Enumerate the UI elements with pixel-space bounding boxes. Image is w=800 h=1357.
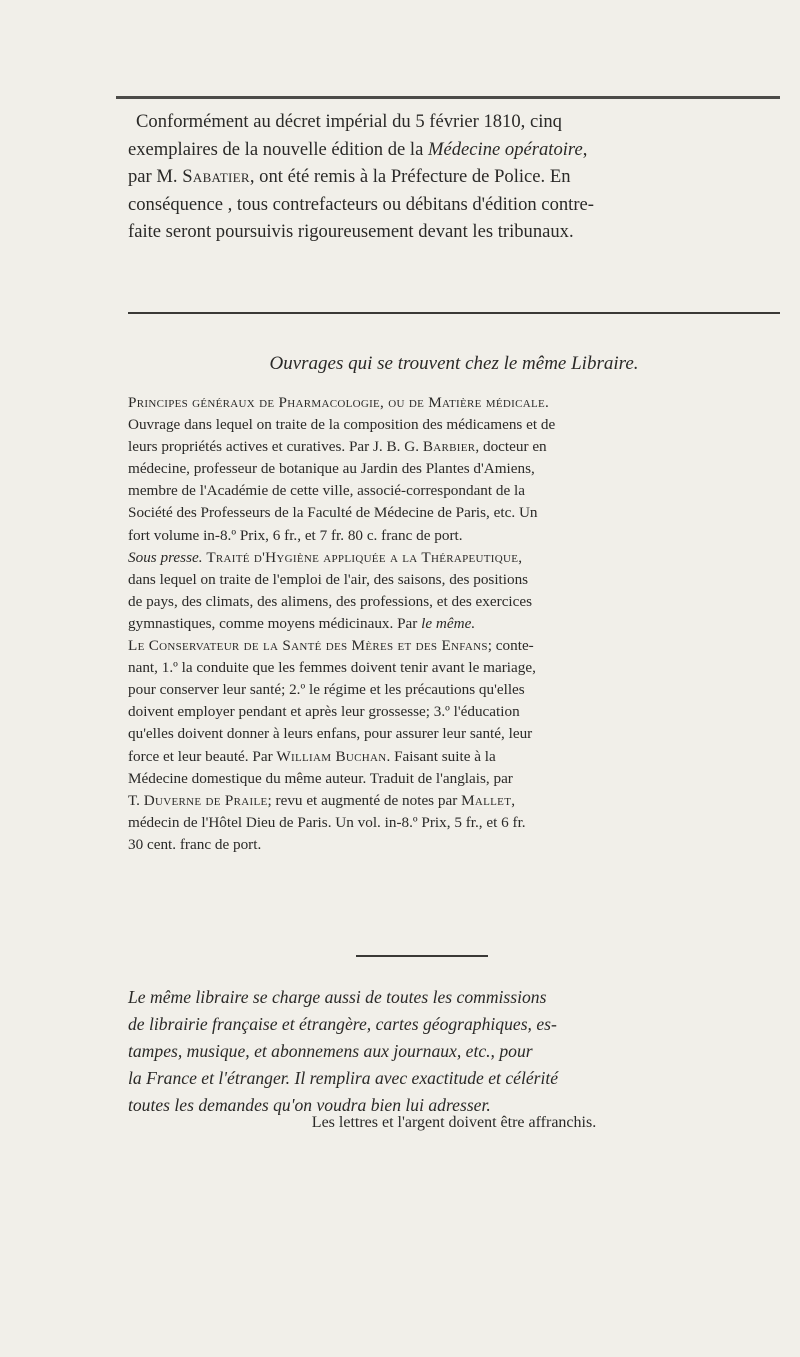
book-line: médecin de l'Hôtel Dieu de Paris. Un vol. in-8.º Prix, 5 fr., et 6 fr. [128,813,526,831]
closing-paragraph [128,984,780,1119]
closing-line: Le même libraire se charge aussi de toutes les commissions [128,987,547,1007]
book-title: Traité d'Hygiène appliquée a la Thérapeutique, [206,548,523,566]
section-heading: Ouvrages qui se trouvent chez le même Libraire. [269,353,639,374]
top-rule [116,96,780,99]
book-line [128,547,780,569]
notice-line: conséquence , tous contrefacteurs ou débitans d'édition contre- [128,193,594,215]
notice-line: exemplaires de la nouvelle édition de la Médecine opératoire, [128,138,588,160]
book-line: fort volume in-8.º Prix, 6 fr., et 7 fr. 80 c. franc de port. [128,526,463,544]
book-line: nant, 1.º la conduite que les femmes doivent tenir avant le mariage, [128,659,536,677]
author-sabatier: Sabatier [182,166,250,188]
footer-note: Les lettres et l'argent doivent être affranchis. [311,1114,597,1131]
book-line: force et leur beauté. Par William Buchan. Faisant suite à la [128,747,496,765]
author-le-meme: le même. [421,614,476,632]
book-line: Le Conservateur de la Santé des Mères et des Enfans; conte- [128,637,534,655]
book-title: Principes généraux de Pharmacologie, ou de Matière médicale. [128,394,550,411]
book-line: gymnastiques, comme moyens médicinaux. Par le même. [128,614,476,632]
closing-line: tampes, musique, et abonnemens aux journaux, etc., pour [128,1041,533,1061]
book-list [128,392,780,856]
book-line: T. Duverne de Praile; revu et augmenté de notes par Mallet, [128,791,516,809]
translator-duverne: Duverne de Praile [143,791,268,809]
closing-line: de librairie française et étrangère, cartes géographiques, es- [128,1014,557,1034]
closing-line: toutes les demandes qu'on voudra bien lui adresser. [128,1095,491,1115]
book-line: dans lequel on traite de l'emploi de l'air, des saisons, des positions [128,570,529,588]
notice-line: Conformément au décret impérial du 5 février 1810, cinq [136,111,562,132]
book-title-medecine-operatoire: Médecine opératoire [427,138,583,160]
book-entry-conservateur [128,635,780,856]
author-barbier: Barbier [422,438,476,456]
author-buchan: William Buchan [276,747,387,765]
closing-line: la France et l'étranger. Il remplira avec exactitude et célérité [128,1068,559,1088]
copyright-notice [128,108,780,246]
notice-line: faite seront poursuivis rigoureusement devant les tribunaux. [128,221,574,243]
book-line: pour conserver leur santé; 2.º le régime et les précautions qu'elles [128,681,525,699]
book-line: de pays, des climats, des alimens, des professions, et des exercices [128,592,533,610]
book-line: Médecine domestique du même auteur. Traduit de l'anglais, par [128,769,513,787]
book-line: 30 cent. franc de port. [128,835,262,853]
book-entry-hygiene [128,547,780,635]
editor-mallet: Mallet [461,791,512,809]
book-title: Le Conservateur de la Santé des Mères et des Enfans [128,637,488,655]
book-line: leurs propriétés actives et curatives. Par J. B. G. Barbier, docteur en [128,438,547,456]
book-line: membre de l'Académie de cette ville, associé-correspondant de la [128,482,526,500]
book-entry-pharmacologie [128,392,780,547]
sous-presse-label: Sous presse. [128,548,203,566]
book-line: Ouvrage dans lequel on traite de la composition des médicamens et de [128,416,556,434]
book-line: médecine, professeur de botanique au Jardin des Plantes d'Amiens, [128,460,535,478]
short-rule [356,955,488,957]
book-line: qu'elles doivent donner à leurs enfans, pour assurer leur santé, leur [128,725,533,743]
book-line: doivent employer pendant et après leur grossesse; 3.º l'éducation [128,703,520,721]
section-rule [128,312,780,314]
notice-line: par M. Sabatier, ont été remis à la Préfecture de Police. En [128,166,571,188]
book-line: Société des Professeurs de la Faculté de Médecine de Paris, etc. Un [128,504,538,522]
